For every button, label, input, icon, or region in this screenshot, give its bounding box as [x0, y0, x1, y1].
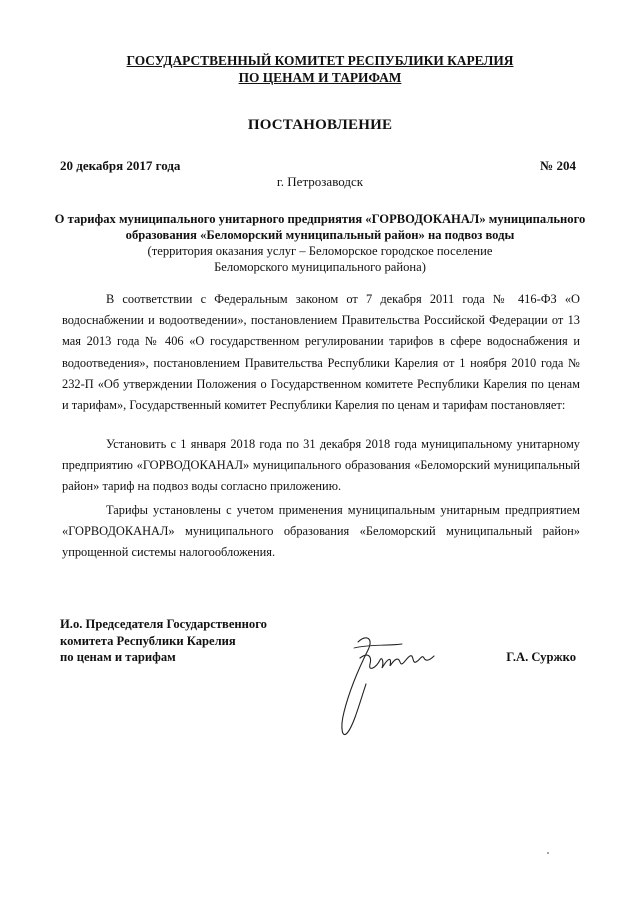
subject-line-4: Беломорского муниципального района)	[214, 260, 426, 274]
subject-line-3: (территория оказания услуг – Беломорское городское поселение	[147, 244, 493, 258]
signatory-title-line-1: И.о. Председателя Государственного	[60, 617, 267, 631]
handwritten-signature	[330, 628, 450, 748]
organization-header-line-2: ПО ЦЕНАМ И ТАРИФАМ	[238, 70, 402, 85]
subject-line-2: образования «Беломорский муниципальный район» на подвоз воды	[125, 228, 515, 242]
signatory-title-line-3: по ценам и тарифам	[60, 650, 176, 664]
document-number: № 204	[540, 158, 576, 173]
document-subject	[40, 211, 600, 275]
document-type-title: ПОСТАНОВЛЕНИЕ	[247, 117, 393, 133]
body-paragraph-resolution: Установить с 1 января 2018 года по 31 декабря 2018 года муниципальному унитарному предприятию «ГОРВОДОКАНАЛ» муниципального образования «Беломорский муниципальный район» тариф на подвоз воды согласно приложению.	[62, 437, 580, 494]
signatory-name: Г.А. Суржко	[506, 650, 576, 664]
scan-speck	[547, 852, 549, 854]
signatory-title	[60, 616, 267, 666]
subject-line-1: О тарифах муниципального унитарного предприятия «ГОРВОДОКАНАЛ» муниципального	[54, 212, 586, 226]
document-date: 20 декабря 2017 года	[60, 158, 181, 173]
organization-header-line-1: ГОСУДАРСТВЕННЫЙ КОМИТЕТ РЕСПУБЛИКИ КАРЕЛИЯ	[126, 53, 514, 68]
signatory-title-line-2: комитета Республики Карелия	[60, 633, 236, 648]
body-paragraph-tax-note: Тарифы установлены с учетом применения муниципальным унитарным предприятием «ГОРВОДОКАНАЛ» муниципального образования «Беломорский муниципальный район» упрощенной системы налогообложения.	[62, 503, 580, 560]
document-city: г. Петрозаводск	[276, 174, 364, 189]
body-paragraph-legal-basis: В соответствии с Федеральным законом от 7 декабря 2011 года № 416-ФЗ «О водоснабжении и водоотведении», постановлением Правительства Российской Федерации от 13 мая 2013 года № 406 «О государственном регулировании тарифов в сфере водоснабжения и водоотведения», постановлением Правительства Республики Карелия от 1 ноября 2010 года № 232-П «Об утверждении Положения о Государственном комитете Республики Карелия по ценам и тарифам», Государственный комитет Республики Карелия по ценам и тарифам постановляет:	[62, 292, 580, 413]
